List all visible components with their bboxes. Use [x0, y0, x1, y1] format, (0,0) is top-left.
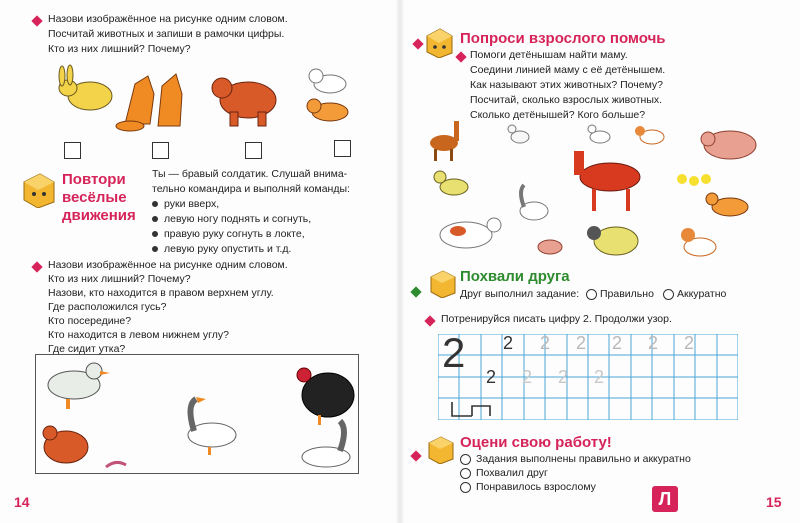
- right-task1-line-3: Как называют этих животных? Почему?: [470, 79, 663, 91]
- exercise-title-2: весёлые: [62, 189, 127, 206]
- right-task1-line-4: Посчитай, сколько взрослых животных.: [470, 94, 663, 106]
- exercise-title-3: движения: [62, 207, 136, 224]
- task1-line-1: Назови изображённое на рисунке одним словом.: [48, 13, 288, 25]
- cube-character-icon: [426, 434, 456, 464]
- trace-digit: 2: [684, 333, 695, 353]
- farm-animals-illustration: [420, 115, 760, 267]
- publisher-logo: Л: [652, 486, 678, 512]
- birds-illustration: [36, 355, 358, 473]
- answer-box-2[interactable]: [152, 142, 169, 159]
- bear-picture: [212, 78, 276, 126]
- cube-character-icon: [20, 170, 58, 208]
- praise-option-neat: Аккуратно: [677, 288, 727, 300]
- command-item: правую руку согнуть в локте,: [152, 227, 305, 241]
- right-title: Попроси взрослого помочь: [460, 30, 666, 47]
- eval-radio-1[interactable]: [460, 454, 471, 465]
- answer-box-1[interactable]: [64, 142, 81, 159]
- horse-picture: [574, 151, 640, 211]
- goose-chick-picture: [588, 125, 610, 143]
- writing-task: Потренируйся писать цифру 2. Продолжи узор.: [441, 313, 672, 325]
- birds-frame: [35, 354, 359, 474]
- eval-radio-2[interactable]: [460, 468, 471, 479]
- answer-box-4[interactable]: [334, 140, 351, 157]
- radio-neat[interactable]: [663, 289, 674, 300]
- dog-picture: [681, 228, 716, 256]
- pig-picture: [701, 131, 756, 159]
- eval-item-1: Задания выполнены правильно и аккуратно: [476, 453, 691, 465]
- page-number-left: 14: [14, 494, 30, 510]
- goose-picture-2: [302, 421, 350, 467]
- goose-adult-picture: [520, 185, 548, 220]
- exercise-text-2: тельно командира и выполняй команды:: [152, 183, 350, 195]
- command-item: руки вверх,: [152, 197, 219, 211]
- cube-character-icon: [428, 268, 458, 298]
- bullet-icon: [31, 261, 42, 272]
- trace-digit: 2: [648, 333, 659, 353]
- puppy-picture: [635, 126, 664, 144]
- cow-picture: [440, 218, 501, 248]
- sample-digit: 2: [486, 367, 497, 387]
- hen-picture: [43, 426, 126, 467]
- right-task1-line-1: Помоги детёнышам найти маму.: [470, 49, 628, 61]
- praise-text: Друг выполнил задание:: [460, 288, 580, 300]
- radio-correct[interactable]: [586, 289, 597, 300]
- trace-digit: 2: [594, 367, 605, 387]
- task2-line-1: Назови изображённое на рисунке одним словом.: [48, 259, 288, 271]
- right-task1-line-2: Соедини линией маму с её детёнышем.: [470, 64, 666, 76]
- animals-illustration: [30, 64, 360, 140]
- eval-item-3: Понравилось взрослому: [476, 481, 596, 493]
- piglet-picture: [538, 240, 562, 254]
- right-task1-line-5: Сколько детёнышей? Кого больше?: [470, 109, 646, 121]
- duckling-picture: [508, 125, 529, 143]
- chicks-picture: [677, 174, 711, 186]
- sample-digit-large: 2: [442, 329, 466, 376]
- foxes-picture: [116, 74, 182, 131]
- foal-picture: [430, 121, 459, 161]
- trace-digit: 2: [576, 333, 587, 353]
- task2-line-4: Где расположился гусь?: [48, 301, 167, 313]
- command-item: левую руку опустить и т.д.: [152, 242, 291, 256]
- task2-line-2: Кто из них лишний? Почему?: [48, 273, 191, 285]
- turkey-picture: [297, 368, 354, 425]
- exercise-text-1: Ты — бравый солдатик. Слушай внима-: [152, 168, 348, 180]
- praise-option-correct: Правильно: [600, 288, 654, 300]
- green-bullet-icon: [410, 286, 421, 297]
- bullet-icon: [410, 450, 421, 461]
- task2-line-3: Назови, кто находится в правом верхнем углу.: [48, 287, 274, 299]
- praise-title: Похвали друга: [460, 268, 570, 285]
- command-item: левую ногу поднять и согнуть,: [152, 212, 311, 226]
- sample-digit: 2: [503, 333, 514, 353]
- cats-picture: [307, 69, 348, 121]
- task2-line-6: Кто находится в левом нижнем углу?: [48, 329, 229, 341]
- task2-line-7: Где сидит утка?: [48, 343, 126, 355]
- eval-radio-3[interactable]: [460, 482, 471, 493]
- cube-character-icon: [424, 26, 456, 58]
- kid-goat-picture: [434, 171, 468, 195]
- task1-line-3: Кто из них лишний? Почему?: [48, 43, 191, 55]
- bullet-icon: [31, 15, 42, 26]
- page-number-right: 15: [766, 494, 782, 510]
- bullet-icon: [455, 51, 466, 62]
- trace-digit: 2: [612, 333, 623, 353]
- bullet-icon: [412, 38, 423, 49]
- eval-item-2: Похвалил друг: [476, 467, 548, 479]
- book-gutter: [395, 0, 405, 523]
- task1-line-2: Посчитай животных и запиши в рамочки цифры.: [48, 28, 285, 40]
- goose-picture: [188, 397, 236, 455]
- hare-picture: [59, 65, 112, 110]
- trace-digit: 2: [522, 367, 533, 387]
- trace-digit: 2: [540, 333, 551, 353]
- exercise-title-1: Повтори: [62, 171, 126, 188]
- bullet-icon: [424, 315, 435, 326]
- duck-picture: [48, 363, 110, 409]
- trace-digit: 2: [558, 367, 569, 387]
- task2-line-5: Кто посередине?: [48, 315, 132, 327]
- calf-picture: [706, 193, 748, 216]
- sheep-picture: [587, 226, 638, 255]
- answer-box-3[interactable]: [245, 142, 262, 159]
- eval-title: Оцени свою работу!: [460, 434, 612, 451]
